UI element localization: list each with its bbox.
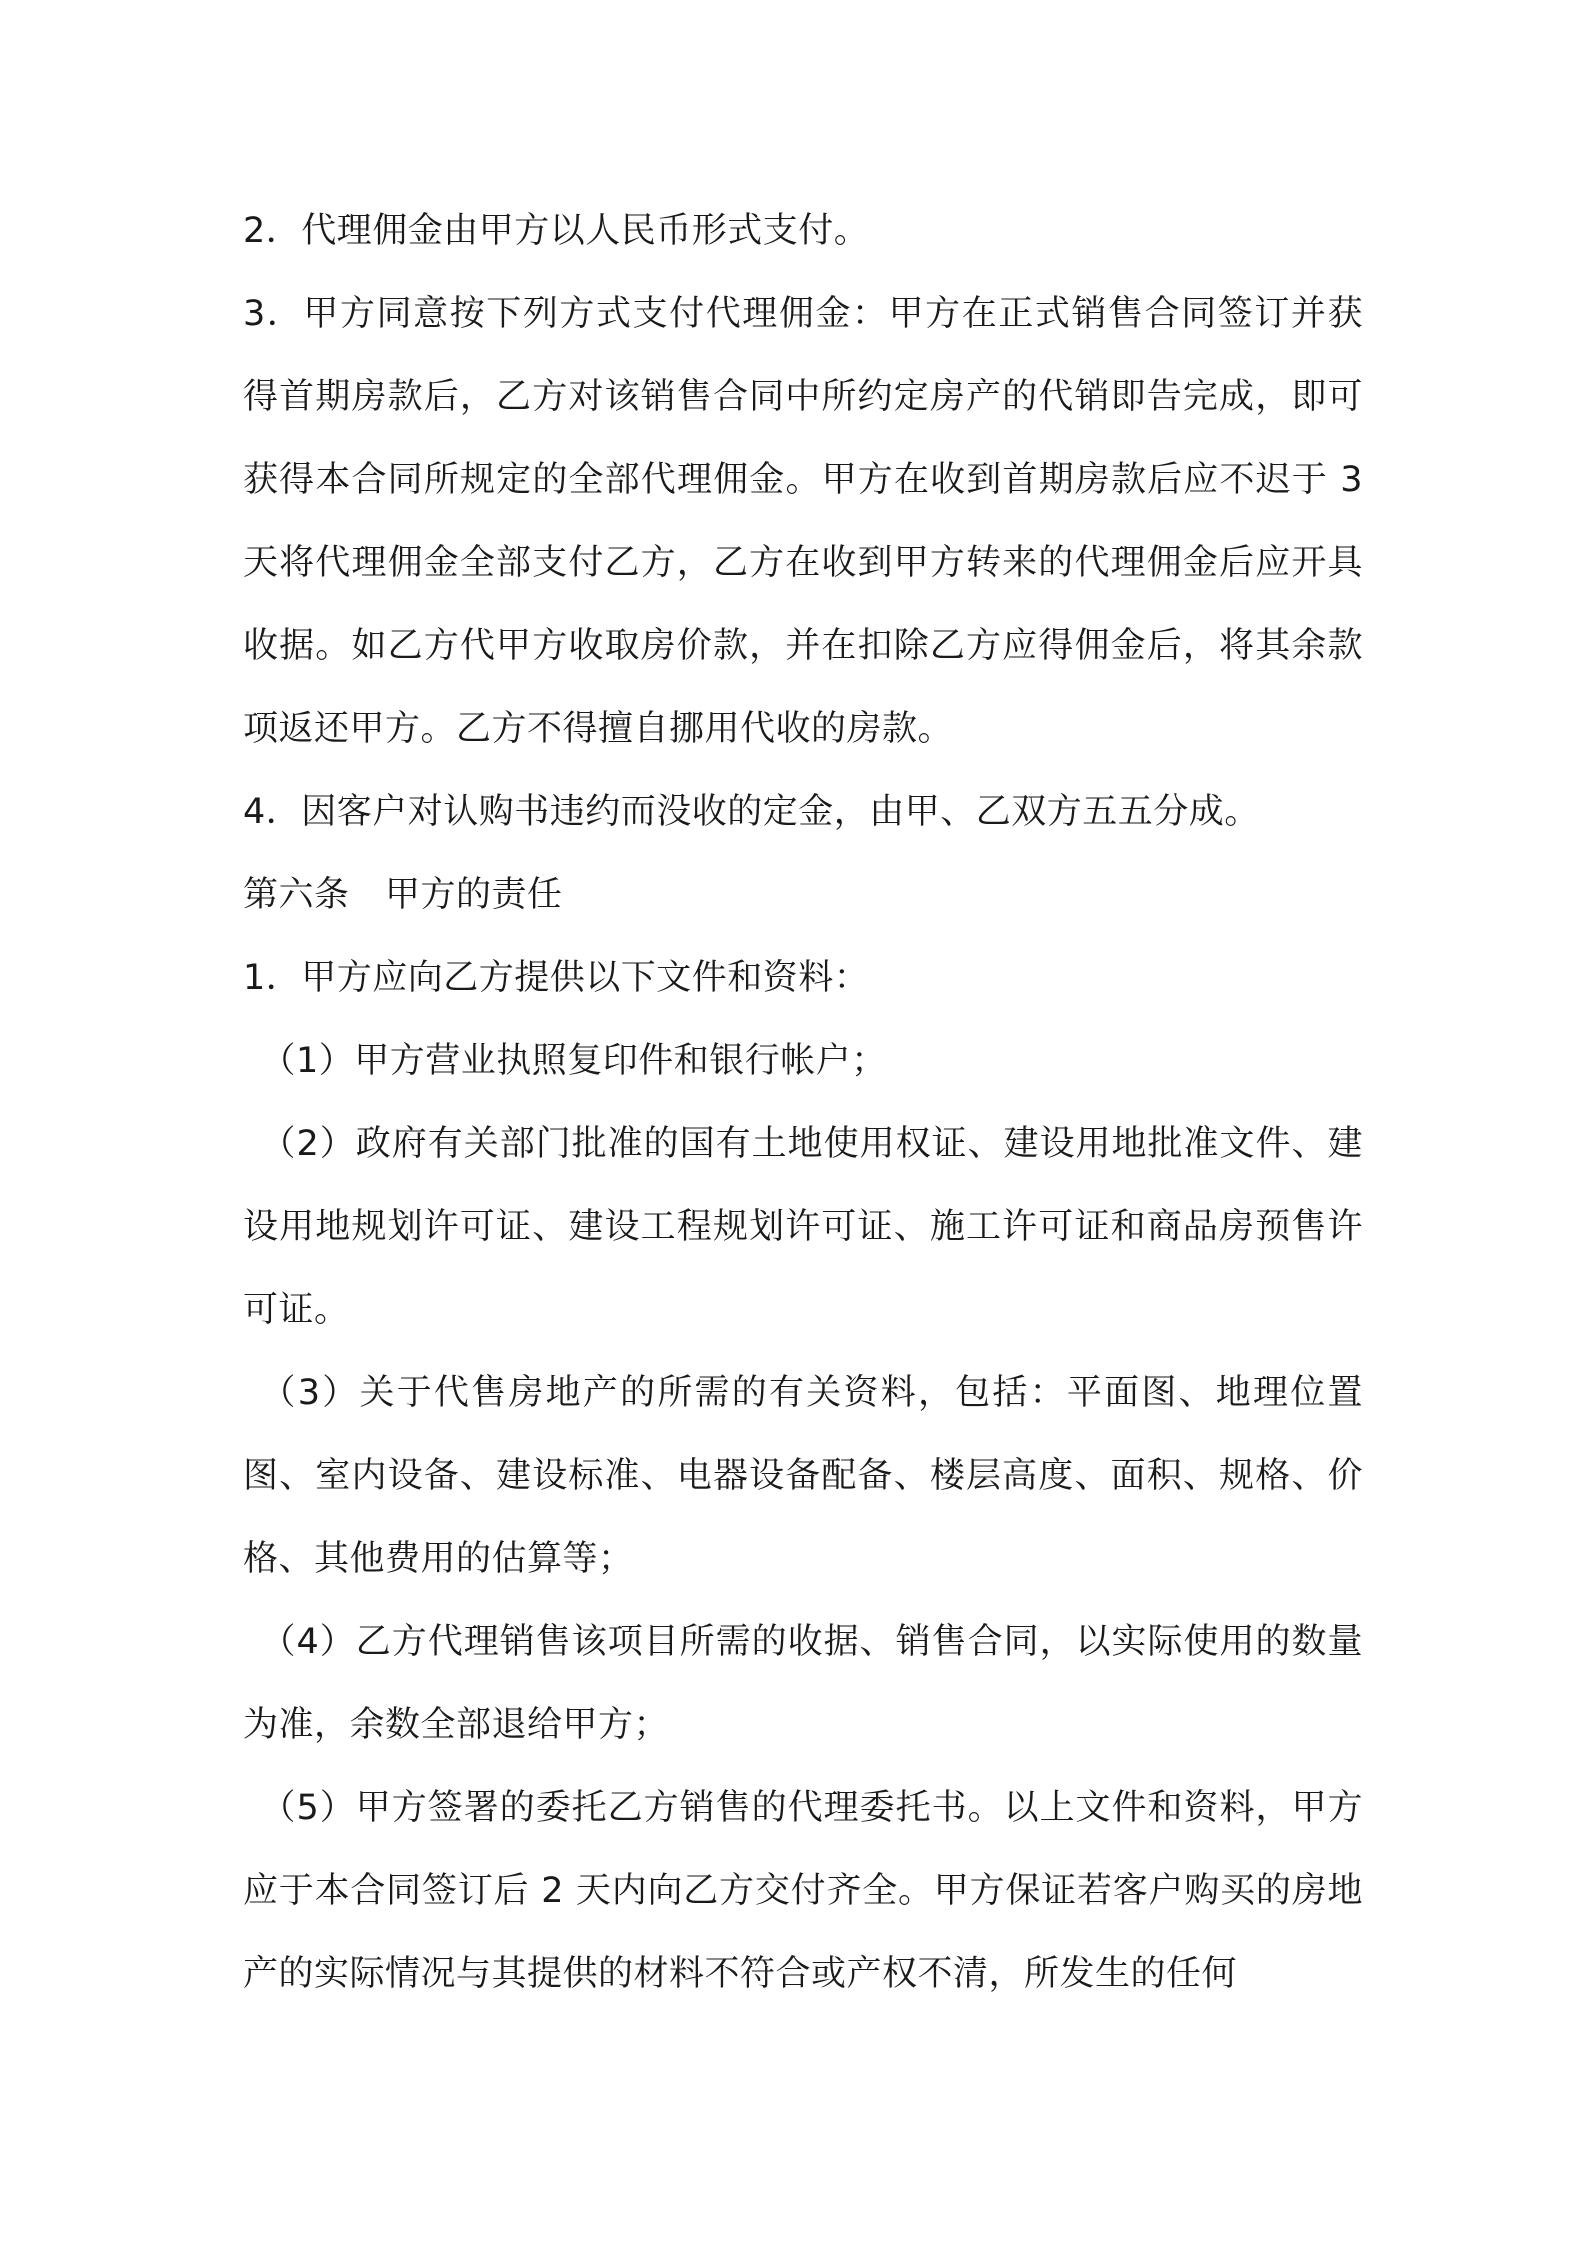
list-item-2: （2）政府有关部门批准的国有土地使用权证、建设用地批准文件、建设用地规划许可证、建设工程规划许可证、施工许可证和商品房预售许可证。: [243, 1124, 1363, 1330]
list-item-1: （1）甲方营业执照复印件和银行帐户；: [260, 1041, 887, 1081]
paragraph-deposit-split: 4．因客户对认购书违约而没收的定金，由甲、乙双方五五分成。: [243, 792, 1260, 832]
list-item-5: （5）甲方签署的委托乙方销售的代理委托书。以上文件和资料，甲方应于本合同签订后 2 天内向乙方交付齐全。甲方保证若客户购买的房地产的实际情况与其提供的材料不符合或产权不清，所发生的任何: [243, 1788, 1363, 1994]
paragraph-commission-payment: 3．甲方同意按下列方式支付代理佣金：甲方在正式销售合同签订并获得首期房款后，乙方对该销售合同中所约定房产的代销即告完成，即可获得本合同所规定的全部代理佣金。甲方在收到首期房款后应不迟于 3 天将代理佣金全部支付乙方，乙方在收到甲方转来的代理佣金后应开具收据。如乙方代甲方收取房价款，并在扣除乙方应得佣金后，将其余款项返还甲方。乙方不得擅自挪用代收的房款。: [243, 294, 1363, 749]
paragraph-commission-currency: 2．代理佣金由甲方以人民币形式支付。: [243, 211, 870, 251]
paragraph-documents-intro: 1．甲方应向乙方提供以下文件和资料：: [243, 958, 870, 998]
section-heading-article-6: 第六条 甲方的责任: [243, 875, 563, 915]
list-item-3: （3）关于代售房地产的所需的有关资料，包括：平面图、地理位置图、室内设备、建设标准、电器设备配备、楼层高度、面积、规格、价格、其他费用的估算等；: [243, 1373, 1363, 1579]
document-body: [243, 190, 1363, 2016]
list-item-4: （4）乙方代理销售该项目所需的收据、销售合同，以实际使用的数量为准，余数全部退给甲方；: [243, 1622, 1363, 1745]
